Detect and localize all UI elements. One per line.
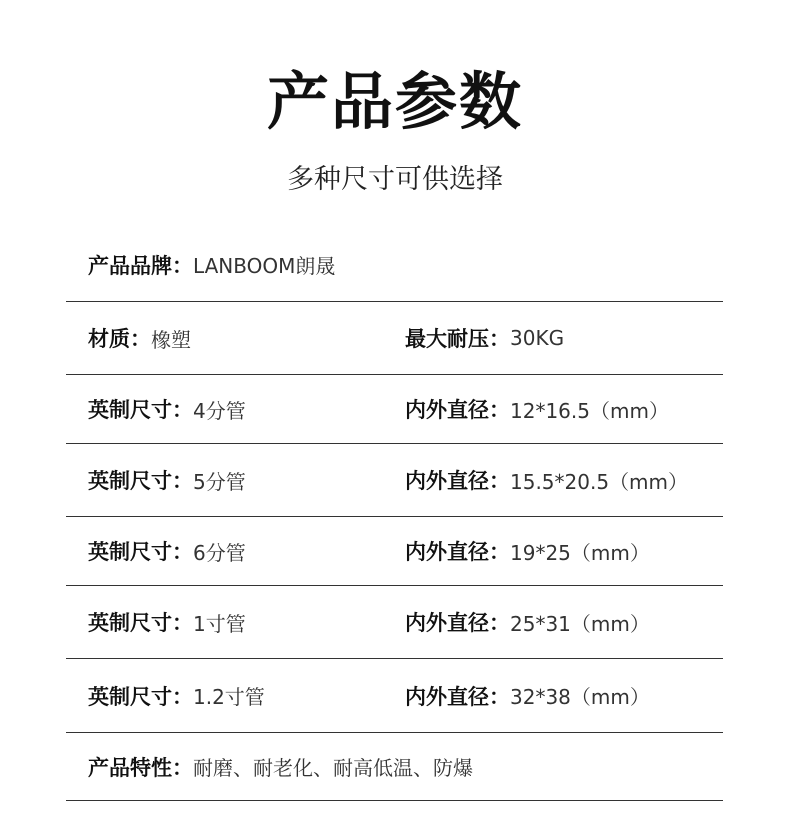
spec-value: 1.2寸管 <box>193 685 265 709</box>
spec-cell-material <box>88 302 191 374</box>
spec-row-size-3 <box>66 517 723 586</box>
spec-row-size-5 <box>66 659 723 733</box>
spec-cell-imperial-size <box>88 517 246 585</box>
spec-label: 产品品牌： <box>88 253 193 278</box>
spec-cell-diameter <box>405 444 688 516</box>
spec-cell-max-pressure <box>405 302 564 374</box>
spec-value: LANBOOM朗晟 <box>193 254 336 278</box>
spec-table <box>66 228 723 801</box>
spec-cell-diameter <box>405 586 650 658</box>
spec-row-brand <box>66 228 723 302</box>
spec-row-size-2 <box>66 444 723 517</box>
spec-cell-imperial-size <box>88 586 246 658</box>
spec-row-features <box>66 733 723 801</box>
spec-label: 内外直径： <box>405 611 510 635</box>
spec-value: 5分管 <box>193 469 246 494</box>
spec-cell-imperial-size <box>88 375 246 443</box>
spec-value: 15.5*20.5（mm） <box>510 469 689 494</box>
spec-cell-diameter <box>405 375 669 443</box>
spec-label: 英制尺寸： <box>88 611 193 635</box>
spec-value: 6分管 <box>193 540 246 565</box>
spec-label: 内外直径： <box>405 684 510 709</box>
spec-value: 30KG <box>510 326 565 350</box>
spec-label: 内外直径： <box>405 469 510 493</box>
spec-cell-diameter <box>405 517 650 585</box>
spec-cell-features <box>88 733 473 800</box>
spec-label: 内外直径： <box>405 398 510 422</box>
spec-value: 耐磨、耐老化、耐高低温、防爆 <box>193 756 473 780</box>
spec-label: 英制尺寸： <box>88 469 193 493</box>
page-subtitle: 多种尺寸可供选择 <box>287 164 503 195</box>
spec-cell-imperial-size <box>88 444 246 516</box>
spec-row-size-4 <box>66 586 723 659</box>
spec-label: 英制尺寸： <box>88 540 193 564</box>
spec-label: 最大耐压： <box>405 327 510 351</box>
spec-label: 英制尺寸： <box>88 398 193 422</box>
spec-value: 32*38（mm） <box>510 685 650 709</box>
spec-cell-brand <box>88 228 335 301</box>
spec-label: 产品特性： <box>88 755 193 780</box>
spec-value: 25*31（mm） <box>510 611 650 636</box>
spec-label: 内外直径： <box>405 540 510 564</box>
spec-cell-imperial-size <box>88 659 265 732</box>
spec-value: 1寸管 <box>193 611 246 636</box>
spec-value: 4分管 <box>193 398 246 423</box>
page-title: 产品参数 <box>266 65 523 138</box>
spec-label: 英制尺寸： <box>88 684 193 709</box>
spec-row-size-1 <box>66 375 723 444</box>
spec-row-material <box>66 302 723 375</box>
spec-value: 12*16.5（mm） <box>510 398 669 423</box>
spec-label: 材质： <box>88 327 151 351</box>
spec-cell-diameter <box>405 659 650 732</box>
spec-value: 19*25（mm） <box>510 540 650 565</box>
spec-value: 橡塑 <box>151 327 191 352</box>
